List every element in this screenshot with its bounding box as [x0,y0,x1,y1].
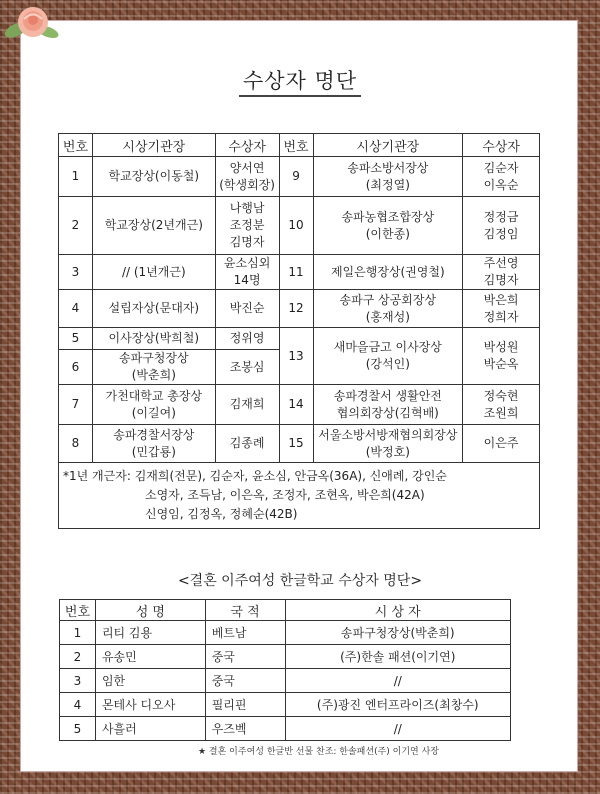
winner-cell [215,290,279,328]
award-organization: // (1년개근) [92,255,215,290]
winner-name: 양서연 [229,160,265,175]
award-presenter: 송파구청장상(박춘희) [285,621,510,645]
note-line [63,467,535,486]
table-row [60,645,511,669]
winner-name: 김명자 [483,273,519,287]
column-header: 번호 [279,134,313,157]
winner-cell [215,255,279,290]
winner-cell [463,290,540,328]
row-number: 8 [59,425,93,463]
winner-name: 주선영 [483,256,519,270]
table-row [60,717,511,741]
table-row [60,693,511,717]
note-text: 김재희(전문), 김순자, 윤소심, 안금옥(36A), 신애례, 강인순 [134,469,447,483]
winner-name: 김종례 [229,436,265,450]
note-label: *1년 개근자: [63,469,131,483]
row-number: 4 [60,693,96,717]
winner-name: 정정금 [483,209,519,224]
award-organization: 새마을금고 이사장상 (강석인) [313,328,463,385]
table-row [59,255,540,290]
section-subtitle: <결혼 이주여성 한글학교 수상자 명단> [177,573,423,589]
column-header: 번호 [59,134,93,157]
winner-name: 이옥순 [483,177,519,192]
award-organization: 이사장상(박희철) [92,328,215,350]
award-organization: 학교장상(2년개근) [92,197,215,255]
winner-cell [215,197,279,255]
table-row [59,290,540,328]
award-organization: 송파경찰서장상 (민갑룡) [92,425,215,463]
award-organization: 송파구청장상 (박춘희) [92,350,215,385]
award-organization: 송파구 상공회장상 (홍재성) [313,290,463,328]
award-organization: 송파소방서장상 (최정열) [313,157,463,197]
winner-name: 박진순 [229,301,265,315]
award-presenter: (주)광진 엔터프라이즈(최창수) [285,693,510,717]
row-number: 11 [279,255,313,290]
winner-cell [463,425,540,463]
winner-cell [463,197,540,255]
row-number: 9 [279,157,313,197]
winner-name: 김정임 [483,226,519,241]
column-header: 수상자 [215,134,279,157]
winner-name: 김명자 [229,235,265,249]
winner-name: 이은주 [483,436,519,450]
award-organization: 송파경찰서 생활안전 협의회장상(김혁배) [313,385,463,425]
winner-name: 박은희 [483,292,519,307]
award-presenter: // [285,669,510,693]
award-presenter: (주)한솔 패션(이기연) [285,645,510,669]
page-title: 수상자 명단 [0,65,600,95]
column-header: 시상기관장 [313,134,463,157]
award-organization: 송파농협조합장상 (이한종) [313,197,463,255]
winner-name: (학생회장) [219,177,275,192]
winner-name: 정숙현 [483,388,519,403]
row-number: 4 [59,290,93,328]
winner-name: 박순옥 [483,357,519,371]
nationality: 중국 [205,669,285,693]
winner-name: 윤소심외14명 [223,256,271,287]
winner-cell [215,328,279,350]
table-row [59,157,540,197]
table-row [59,425,540,463]
table-row [60,621,511,645]
person-name: 몬테사 디오사 [95,693,205,717]
row-number: 1 [59,157,93,197]
row-number: 7 [59,385,93,425]
row-number: 14 [279,385,313,425]
attendance-note [59,463,540,529]
immigrant-award-table [59,599,511,741]
column-header: 시상기관장 [92,134,215,157]
note-line: 신영임, 김정옥, 정혜순(42B) [145,507,298,521]
column-header: 수상자 [463,134,540,157]
winner-name: 박성원 [483,340,519,354]
row-number: 3 [60,669,96,693]
table-row [59,197,540,255]
nationality: 중국 [205,645,285,669]
row-number: 1 [60,621,96,645]
column-header: 시 상 자 [285,600,510,621]
award-organization: 제일은행장상(권영철) [313,255,463,290]
person-name: 유송민 [95,645,205,669]
row-number: 2 [59,197,93,255]
winner-cell [463,255,540,290]
award-table [58,133,540,529]
header-row [59,134,540,157]
row-number: 5 [59,328,93,350]
nationality: 베트남 [205,621,285,645]
winner-name: 조원희 [483,405,519,420]
winner-cell [215,350,279,385]
row-number: 2 [60,645,96,669]
winner-name: 김순자 [483,160,519,175]
row-number: 13 [279,328,313,385]
table-row [60,669,511,693]
column-header: 국 적 [205,600,285,621]
row-number: 6 [59,350,93,385]
winner-name: 정희자 [483,309,519,324]
row-number: 10 [279,197,313,255]
header-row [60,600,511,621]
person-name: 리티 김용 [95,621,205,645]
sponsor-footnote: ★ 결혼 이주여성 한글반 선물 찬조: 한솔패션(주) 이기연 사장 [198,747,439,757]
nationality: 우즈벡 [205,717,285,741]
winner-name: 김재희 [229,397,265,411]
winner-cell [463,157,540,197]
table-row [59,385,540,425]
row-number: 3 [59,255,93,290]
winner-cell [215,157,279,197]
award-organization: 서울소방서방재협의회장상 (박정호) [313,425,463,463]
person-name: 임한 [95,669,205,693]
winner-name: 조봉심 [229,359,265,374]
note-line: 소영자, 조득남, 이은옥, 조정자, 조현옥, 박은희(42A) [145,488,425,502]
person-name: 사흘러 [95,717,205,741]
award-organization: 학교장상(이동철) [92,157,215,197]
award-organization: 가천대학교 총장상 (이길여) [92,385,215,425]
row-number: 15 [279,425,313,463]
award-organization: 설립자상(문대자) [92,290,215,328]
winner-name: 정위영 [229,331,265,345]
row-number: 5 [60,717,96,741]
table-row [59,328,540,350]
row-number: 12 [279,290,313,328]
winner-cell [463,385,540,425]
rose-decoration-icon [2,2,64,44]
winner-name: 나행남 [229,201,265,215]
nationality: 필리핀 [205,693,285,717]
winner-cell [463,328,540,385]
winner-name: 조정분 [229,218,265,232]
winner-cell [215,425,279,463]
award-presenter: // [285,717,510,741]
column-header: 성 명 [95,600,205,621]
winner-cell [215,385,279,425]
attendance-note-row [59,463,540,529]
column-header: 번호 [60,600,96,621]
